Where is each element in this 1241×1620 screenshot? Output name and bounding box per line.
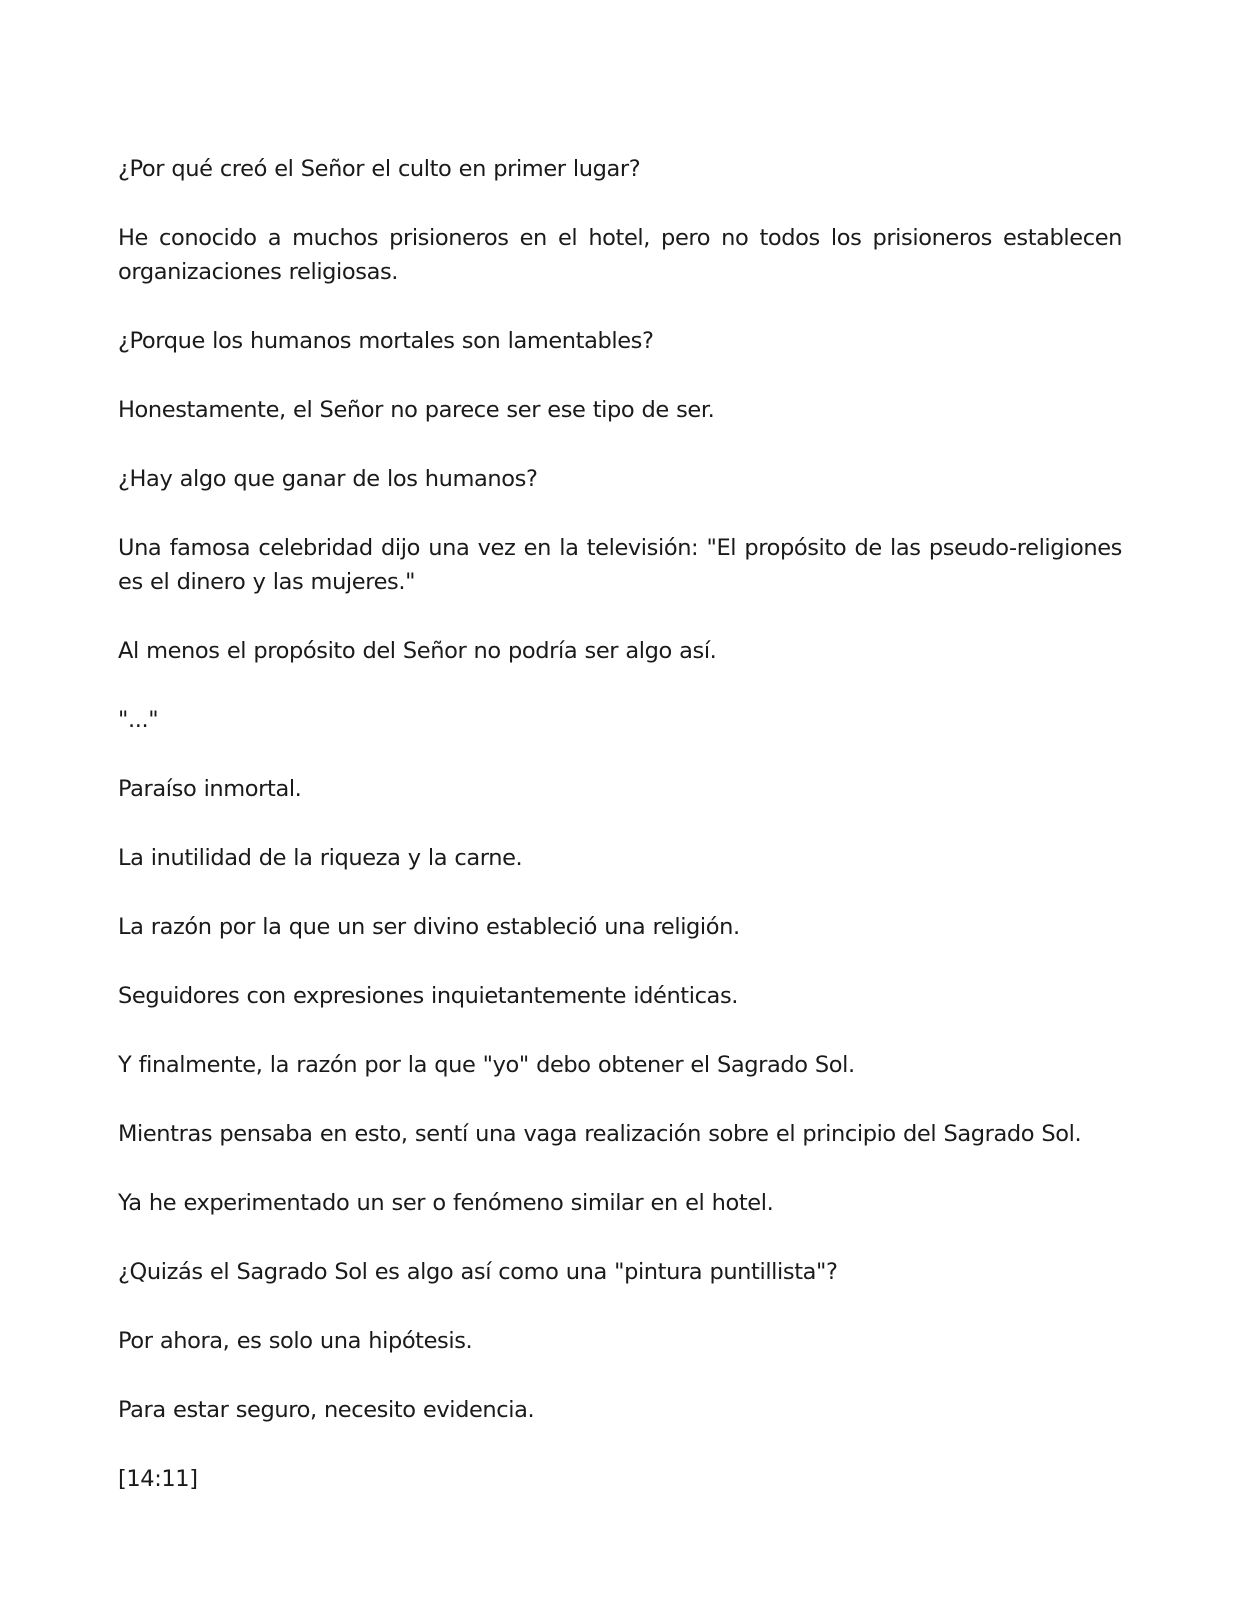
- paragraph: Una famosa celebridad dijo una vez en la televisión: "El propósito de las pseudo-religiones es el dinero y las mujeres.": [118, 535, 1122, 595]
- paragraph: Y finalmente, la razón por la que "yo" debo obtener el Sagrado Sol.: [118, 1052, 855, 1078]
- paragraph: He conocido a muchos prisioneros en el hotel, pero no todos los prisioneros establecen organizaciones religiosas.: [118, 225, 1122, 285]
- paragraph: Seguidores con expresiones inquietantemente idénticas.: [118, 983, 739, 1009]
- paragraph: La inutilidad de la riqueza y la carne.: [118, 845, 523, 871]
- paragraph: ¿Hay algo que ganar de los humanos?: [118, 466, 538, 492]
- paragraph: Honestamente, el Señor no parece ser ese tipo de ser.: [118, 397, 715, 423]
- paragraph: Al menos el propósito del Señor no podría ser algo así.: [118, 638, 717, 664]
- paragraph: "...": [118, 707, 159, 733]
- paragraph: Ya he experimentado un ser o fenómeno similar en el hotel.: [118, 1190, 774, 1216]
- paragraph: La razón por la que un ser divino estableció una religión.: [118, 914, 740, 940]
- paragraph: ¿Quizás el Sagrado Sol es algo así como una "pintura puntillista"?: [118, 1259, 838, 1285]
- paragraph: Para estar seguro, necesito evidencia.: [118, 1397, 535, 1423]
- paragraph: ¿Por qué creó el Señor el culto en primer lugar?: [118, 156, 641, 182]
- timestamp: [14:11]: [118, 1466, 198, 1492]
- document-body: [118, 152, 1122, 1496]
- paragraph: Paraíso inmortal.: [118, 776, 302, 802]
- paragraph: ¿Porque los humanos mortales son lamentables?: [118, 328, 654, 354]
- paragraph: Por ahora, es solo una hipótesis.: [118, 1328, 473, 1354]
- paragraph: Mientras pensaba en esto, sentí una vaga realización sobre el principio del Sagrado Sol.: [118, 1121, 1082, 1147]
